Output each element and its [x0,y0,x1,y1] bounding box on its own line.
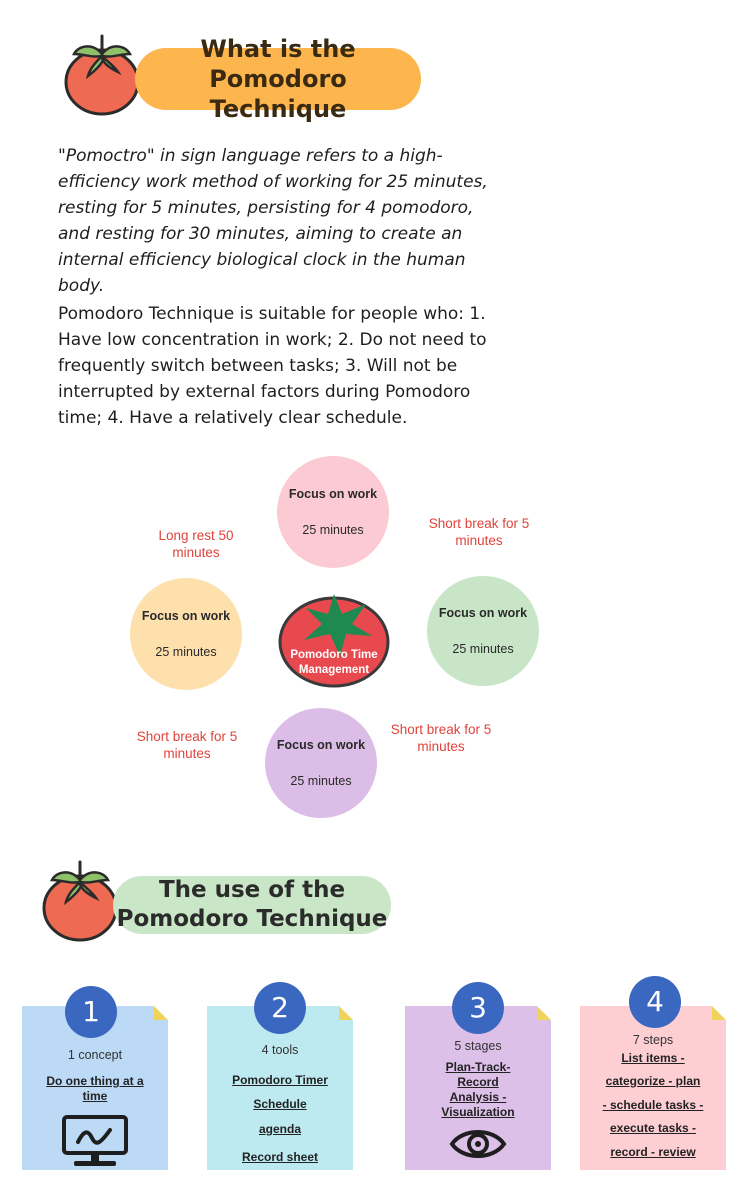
card-subtitle: 1 concept [67,1048,123,1062]
step-badge-2: 2 [254,982,306,1034]
card-item: record - review [610,1145,696,1159]
title-line-1: The use of the [158,877,346,903]
card-item: categorize - plan [605,1074,701,1088]
center-line-2: Management [298,664,370,676]
focus-time: 25 minutes [302,523,364,537]
focus-title: Focus on work [276,738,366,752]
suitable-paragraph: Pomodoro Technique is suitable for people who: 1. Have low concentration in work; 2. Do not need to frequently switch between tasks; 3. Will not be interrupted by external factors during Pomodoro time; 4. Have a relatively clear schedule. [58,304,487,428]
title-line-2: Pomodoro Technique [116,906,388,932]
page-fold [339,1006,353,1020]
intro-paragraph: "Pomoctro" in sign language refers to a high-efficiency work method of working for 25 minutes, resting for 5 minutes, persisting for 4 pomodoro, and resting for 30 minutes, aiming to create an internal efficiency biological clock in the human body. [58,146,488,296]
card-item: Visualization [441,1105,515,1119]
tomato-icon [40,856,120,942]
section-title-what-is [135,35,421,123]
monitor-chart-icon [60,1114,130,1168]
card-item: List items - [621,1051,685,1065]
step-badge-1: 1 [65,986,117,1038]
eye-icon [449,1126,507,1162]
focus-circle-left [130,578,242,690]
section-title-use-of [113,876,391,934]
card-subtitle: 5 stages [454,1039,502,1053]
focus-time: 25 minutes [155,645,217,659]
focus-title: Focus on work [288,487,378,501]
card-item: Plan-Track- [445,1060,511,1074]
center-label [278,648,390,678]
card-item: Do one thing at a [46,1074,144,1088]
card-item: agenda [258,1122,301,1136]
focus-title: Focus on work [438,606,528,620]
center-line-1: Pomodoro Time [290,649,378,661]
page-fold [154,1006,168,1020]
card-item: time [82,1089,108,1103]
focus-circle-right [427,576,539,686]
card-item: Record [457,1075,499,1089]
card-subtitle: 7 steps [632,1033,674,1047]
focus-time: 25 minutes [290,774,352,788]
focus-circle-top [277,456,389,568]
card-item: - schedule tasks - [602,1098,704,1112]
card-item: Record sheet [241,1150,319,1164]
focus-circle-bottom [265,708,377,818]
step-badge-4: 4 [629,976,681,1028]
card-subtitle: 4 tools [261,1043,299,1057]
focus-title: Focus on work [141,609,231,623]
page-fold [537,1006,551,1020]
card-item: Schedule [253,1097,307,1111]
short-break-label: Short break for 5 minutes [136,729,238,761]
tomato-icon [62,32,142,116]
short-break-label: Short break for 5 minutes [428,516,530,548]
card-steps [580,1006,726,1170]
page-fold [712,1006,726,1020]
long-rest-label: Long rest 50 minutes [158,528,234,560]
step-badge-3: 3 [452,982,504,1034]
title-line-2: Technique [209,95,347,123]
focus-time: 25 minutes [452,642,514,656]
card-item: Analysis - [449,1090,507,1104]
card-item: execute tasks - [609,1121,697,1135]
title-line-1: What is the Pomodoro [200,35,356,93]
short-break-label: Short break for 5 minutes [390,722,492,754]
card-item: Pomodoro Timer [232,1073,328,1087]
